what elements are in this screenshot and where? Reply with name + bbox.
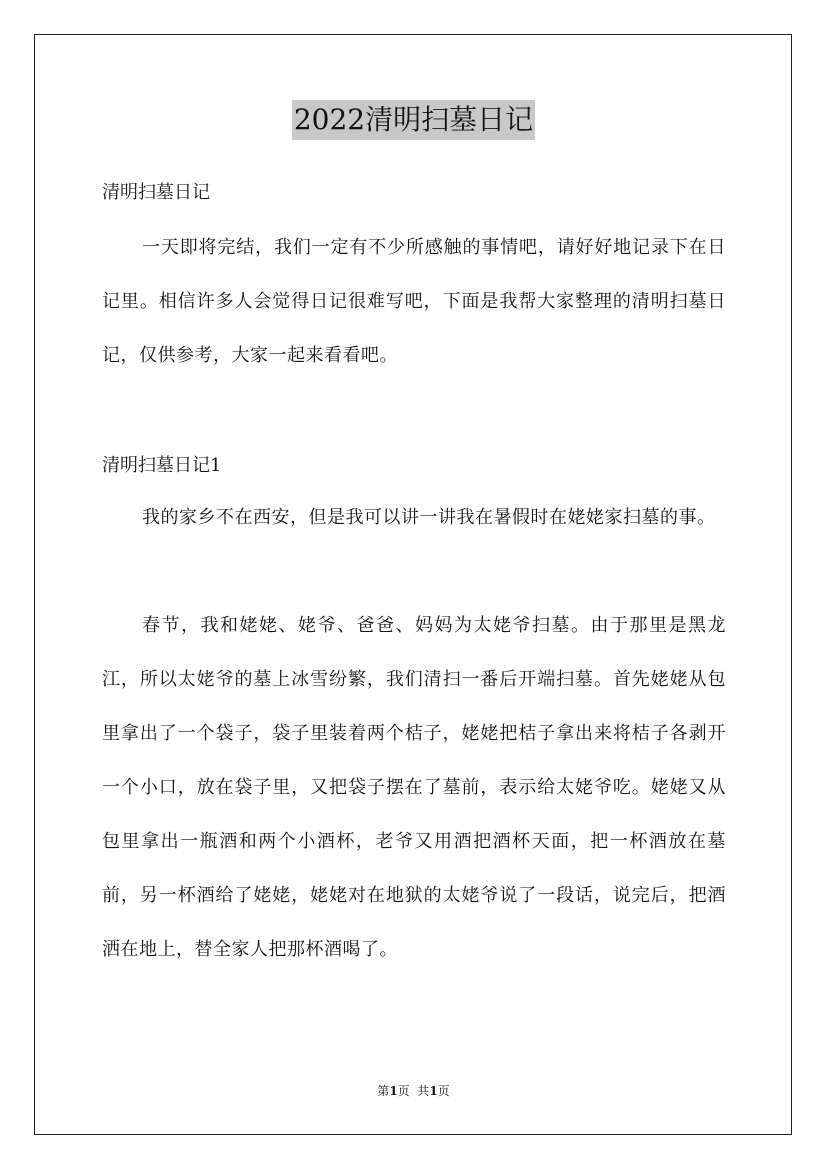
title-container (0, 100, 827, 140)
intro-heading: 清明扫墓日记 (102, 182, 210, 203)
section1-heading: 清明扫墓日记1 (102, 455, 222, 476)
document-title: 2022清明扫墓日记 (292, 100, 535, 140)
page-footer (0, 1083, 827, 1099)
footer-suffix: 页 (437, 1084, 450, 1098)
footer-total-pages: 1 (429, 1084, 438, 1098)
footer-page-number: 1 (389, 1084, 398, 1098)
section1-paragraph-2: 春节，我和姥姥、姥爷、爸爸、妈妈为太姥爷扫墓。由于那里是黑龙江，所以太姥爷的墓上冰雪纷繁，我们清扫一番后开端扫墓。首先姥姥从包里拿出了一个袋子，袋子里装着两个桔子，姥姥把桔子拿出来将桔子各剥开一个小口，放在袋子里，又把袋子摆在了墓前，表示给太姥爷吃。姥姥又从包里拿出一瓶酒和两个小酒杯，老爷又用酒把酒杯天面，把一杯酒放在墓前，另一杯酒给了姥姥，姥姥对在地狱的太姥爷说了一段话，说完后，把酒洒在地上，替全家人把那杯酒喝了。 (102, 615, 726, 960)
footer-prefix: 第 (377, 1084, 390, 1098)
section1-paragraph-1: 我的家乡不在西安，但是我可以讲一讲我在暑假时在姥姥家扫墓的事。 (142, 507, 716, 528)
intro-paragraph: 一天即将完结，我们一定有不少所感触的事情吧，请好好地记录下在日记里。相信许多人会觉得日记很难写吧，下面是我帮大家整理的清明扫墓日记，仅供参考，大家一起来看看吧。 (102, 237, 726, 366)
footer-mid: 页 共 (397, 1084, 430, 1098)
